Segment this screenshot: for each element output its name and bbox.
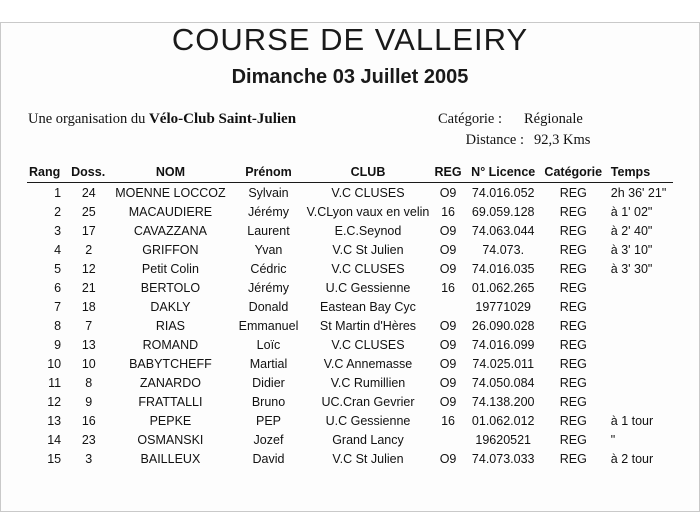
cell-categorie: REG	[559, 185, 587, 200]
table-row	[27, 297, 673, 316]
cell-rang: 10	[47, 356, 62, 371]
cell-nom: FRATTALLI	[138, 394, 203, 409]
cell-rang: 15	[47, 451, 62, 466]
cell-categorie: REG	[559, 356, 587, 371]
cell-club: U.C Gessienne	[325, 280, 411, 295]
cell-reg: 16	[441, 280, 455, 295]
page-title: COURSE DE VALLEIRY	[171, 22, 529, 57]
table-row	[27, 449, 673, 468]
cell-licence: 74.016.099	[471, 337, 535, 352]
header-club: CLUB	[305, 163, 432, 183]
document-page	[0, 22, 700, 512]
cell-nom: Petit Colin	[141, 261, 199, 276]
cell-categorie: REG	[559, 432, 587, 447]
cell-reg: 16	[441, 204, 455, 219]
cell-club: St Martin d'Hères	[319, 318, 417, 333]
cell-reg: O9	[439, 337, 457, 352]
header-doss: Doss.	[69, 163, 108, 183]
cell-categorie: REG	[559, 280, 587, 295]
cell-doss: 24	[81, 185, 96, 200]
cell-nom: RIAS	[155, 318, 185, 333]
cell-prenom: Cédric	[250, 261, 287, 276]
cell-prenom: Yvan	[254, 242, 283, 257]
table-row	[27, 202, 673, 221]
cell-temps	[605, 316, 673, 335]
cell-club: V.CLyon vaux en velin	[306, 204, 430, 219]
cell-temps: à 1' 02"	[610, 204, 653, 219]
cell-reg: O9	[439, 356, 457, 371]
cell-nom: PEPKE	[149, 413, 192, 428]
cell-rang: 2	[54, 204, 62, 219]
cell-prenom: Martial	[249, 356, 288, 371]
table-row	[27, 354, 673, 373]
cell-categorie: REG	[559, 337, 587, 352]
cell-nom: BAILLEUX	[140, 451, 201, 466]
header-nom: NOM	[108, 163, 232, 183]
cell-club: V.C CLUSES	[331, 337, 405, 352]
header-temps: Temps	[605, 163, 673, 183]
cell-doss: 2	[85, 242, 93, 257]
distance-value: 92,3 Kms	[534, 132, 591, 148]
cell-temps	[605, 335, 673, 354]
cell-rang: 9	[54, 337, 62, 352]
cell-reg	[431, 430, 464, 449]
cell-temps	[605, 354, 673, 373]
cell-nom: DAKLY	[150, 299, 191, 314]
cell-licence: 26.090.028	[471, 318, 535, 333]
header-reg: REG	[431, 163, 464, 183]
cell-club: Eastean Bay Cyc	[320, 299, 416, 314]
cell-nom: ROMAND	[142, 337, 199, 352]
cell-licence: 74.016.052	[471, 185, 535, 200]
table-row	[27, 335, 673, 354]
cell-reg: O9	[439, 185, 457, 200]
cell-categorie: REG	[559, 261, 587, 276]
cell-club: Grand Lancy	[332, 432, 404, 447]
cell-prenom: PEP	[255, 413, 281, 428]
cell-doss: 25	[81, 204, 96, 219]
cell-rang: 6	[54, 280, 62, 295]
cell-nom: ZANARDO	[139, 375, 201, 390]
cell-nom: BABYTCHEFF	[129, 356, 212, 371]
cell-reg: 16	[441, 413, 455, 428]
organisation-club: Vélo-Club Saint-Julien	[148, 111, 297, 127]
cell-rang: 3	[54, 223, 62, 238]
cell-rang: 11	[48, 375, 62, 390]
cell-licence: 74.073.	[482, 242, 525, 257]
cell-temps: "	[610, 432, 616, 447]
cell-categorie: REG	[559, 242, 587, 257]
cell-licence: 01.062.265	[471, 280, 535, 295]
cell-temps: 2h 36' 21"	[610, 185, 667, 200]
cell-reg: O9	[439, 318, 457, 333]
cell-club: V.C Rumillien	[330, 375, 406, 390]
cell-prenom: Jérémy	[248, 280, 289, 295]
table-row	[27, 183, 673, 203]
cell-nom: CAVAZZANA	[133, 223, 207, 238]
cell-temps: à 2 tour	[610, 451, 654, 466]
cell-categorie: REG	[559, 451, 587, 466]
event-meta	[438, 111, 590, 153]
page-subtitle: Dimanche 03 Juillet 2005	[231, 66, 469, 88]
cell-temps: à 3' 30"	[610, 261, 653, 276]
header-rang: Rang	[27, 163, 69, 183]
header-prenom: Prénom	[232, 163, 304, 183]
cell-prenom: Bruno	[251, 394, 286, 409]
cell-reg	[431, 297, 464, 316]
cell-rang: 4	[54, 242, 62, 257]
cell-doss: 18	[81, 299, 96, 314]
results-table-head	[27, 163, 673, 183]
cell-prenom: Emmanuel	[238, 318, 299, 333]
cell-licence: 74.016.035	[471, 261, 535, 276]
cell-club: V.C St Julien	[332, 451, 404, 466]
cell-temps	[605, 373, 673, 392]
cell-categorie: REG	[559, 299, 587, 314]
cell-temps: à 1 tour	[610, 413, 654, 428]
cell-doss: 12	[81, 261, 96, 276]
cell-club: V.C CLUSES	[331, 261, 405, 276]
categorie-value: Régionale	[524, 111, 583, 127]
cell-categorie: REG	[559, 413, 587, 428]
cell-prenom: Loïc	[256, 337, 281, 352]
distance-label: Distance :	[465, 132, 524, 148]
meta-row-distance	[438, 132, 590, 149]
table-row	[27, 221, 673, 240]
cell-doss: 16	[81, 413, 96, 428]
table-row	[27, 392, 673, 411]
table-row	[27, 316, 673, 335]
cell-temps: à 3' 10"	[610, 242, 653, 257]
cell-nom: MACAUDIERE	[128, 204, 213, 219]
cell-nom: OSMANSKI	[137, 432, 204, 447]
table-row	[27, 259, 673, 278]
table-row	[27, 430, 673, 449]
table-row	[27, 373, 673, 392]
cell-prenom: Didier	[252, 375, 285, 390]
table-row	[27, 278, 673, 297]
cell-doss: 23	[81, 432, 96, 447]
cell-club: V.C Annemasse	[323, 356, 413, 371]
cell-categorie: REG	[559, 223, 587, 238]
cell-temps	[605, 392, 673, 411]
cell-licence: 74.073.033	[471, 451, 535, 466]
organisation-line	[28, 111, 296, 128]
table-row	[27, 240, 673, 259]
organisation-prefix: Une organisation du	[28, 111, 149, 127]
cell-doss: 3	[85, 451, 93, 466]
cell-licence: 74.063.044	[471, 223, 535, 238]
header-categorie: Catégorie	[542, 163, 605, 183]
cell-prenom: Donald	[248, 299, 289, 314]
cell-licence: 74.025.011	[472, 356, 535, 371]
categorie-label: Catégorie :	[438, 111, 503, 127]
cell-rang: 7	[54, 299, 62, 314]
cell-club: E.C.Seynod	[334, 223, 402, 238]
cell-categorie: REG	[559, 204, 587, 219]
cell-temps	[605, 278, 673, 297]
cell-doss: 17	[81, 223, 96, 238]
cell-club: UC.Cran Gevrier	[321, 394, 415, 409]
cell-nom: GRIFFON	[142, 242, 199, 257]
cell-club: V.C CLUSES	[331, 185, 405, 200]
cell-temps: à 2' 40"	[610, 223, 653, 238]
cell-rang: 1	[54, 185, 62, 200]
results-table-body	[27, 183, 673, 469]
cell-doss: 13	[81, 337, 96, 352]
cell-reg: O9	[439, 261, 457, 276]
results-table	[27, 163, 673, 468]
cell-licence: 19620521	[475, 432, 532, 447]
cell-reg: O9	[439, 242, 457, 257]
cell-club: V.C St Julien	[332, 242, 404, 257]
cell-reg: O9	[439, 451, 457, 466]
info-block	[0, 111, 700, 157]
cell-club: U.C Gessienne	[325, 413, 411, 428]
cell-rang: 14	[47, 432, 62, 447]
cell-rang: 8	[54, 318, 62, 333]
cell-nom: BERTOLO	[140, 280, 201, 295]
cell-doss: 10	[81, 356, 96, 371]
cell-categorie: REG	[559, 318, 587, 333]
cell-doss: 7	[85, 318, 93, 333]
cell-licence: 01.062.012	[471, 413, 535, 428]
cell-rang: 12	[47, 394, 62, 409]
meta-row-categorie	[438, 111, 590, 128]
cell-rang: 5	[54, 261, 62, 276]
table-row	[27, 411, 673, 430]
cell-licence: 74.050.084	[471, 375, 535, 390]
cell-categorie: REG	[559, 375, 587, 390]
cell-prenom: David	[252, 451, 285, 466]
cell-categorie: REG	[559, 394, 587, 409]
header-licence: N° Licence	[465, 163, 542, 183]
cell-prenom: Jérémy	[248, 204, 289, 219]
cell-reg: O9	[439, 394, 457, 409]
cell-doss: 8	[85, 375, 93, 390]
cell-doss: 9	[85, 394, 93, 409]
cell-prenom: Jozef	[253, 432, 284, 447]
cell-licence: 19771029	[475, 299, 532, 314]
cell-licence: 69.059.128	[471, 204, 535, 219]
cell-licence: 74.138.200	[471, 394, 535, 409]
cell-reg: O9	[439, 223, 457, 238]
cell-temps	[605, 297, 673, 316]
cell-prenom: Laurent	[247, 223, 290, 238]
table-header-row	[27, 163, 673, 183]
cell-rang: 13	[47, 413, 62, 428]
cell-prenom: Sylvain	[248, 185, 289, 200]
cell-reg: O9	[439, 375, 457, 390]
cell-nom: MOENNE LOCCOZ	[115, 185, 226, 200]
cell-doss: 21	[81, 280, 96, 295]
